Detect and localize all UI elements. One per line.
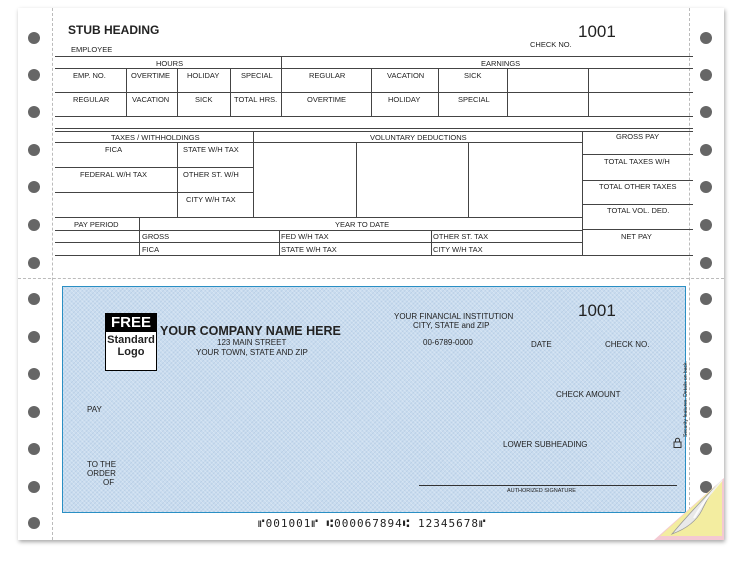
micr-line: ⑈001001⑈ ⑆000067894⑆ 12345678⑈: [258, 517, 487, 530]
feed-hole: [700, 331, 712, 343]
tax-cell: CITY W/H TAX: [186, 195, 236, 204]
bank-name: YOUR FINANCIAL INSTITUTION: [394, 312, 514, 321]
company-name: YOUR COMPANY NAME HERE: [160, 324, 341, 338]
date-label: DATE: [531, 340, 552, 349]
earnings-header: EARNINGS: [481, 59, 521, 68]
grid-line: [55, 128, 693, 129]
security-note: Security features. Details on back.: [683, 361, 689, 437]
grid-line: [55, 92, 693, 93]
total-label: GROSS PAY: [616, 132, 660, 141]
lower-subheading: LOWER SUBHEADING: [503, 440, 588, 449]
tax-cell: STATE W/H TAX: [183, 145, 239, 154]
grid-line: [55, 217, 582, 218]
ytd-cell: CITY W/H TAX: [433, 245, 483, 254]
grid-line: [139, 217, 140, 255]
hours-cell: VACATION: [132, 95, 170, 104]
continuous-payroll-check-form: [18, 8, 724, 540]
tax-cell: OTHER ST. W/H: [183, 170, 239, 179]
hours-cell: SICK: [195, 95, 213, 104]
routing-fraction: 00-6789-0000: [423, 338, 473, 347]
grid-line: [582, 154, 693, 155]
ytd-cell: STATE W/H TAX: [281, 245, 337, 254]
grid-line: [281, 56, 282, 116]
grid-line: [55, 68, 693, 69]
earnings-cell: SPECIAL: [458, 95, 490, 104]
stub-heading: STUB HEADING: [68, 23, 160, 37]
feed-hole: [28, 406, 40, 418]
grid-line: [468, 142, 469, 217]
hours-cell: HOLIDAY: [187, 71, 220, 80]
logo-free-text: FREE: [106, 314, 156, 332]
taxes-header: TAXES / WITHHOLDINGS: [111, 133, 200, 142]
grid-line: [582, 180, 693, 181]
earnings-cell: HOLIDAY: [388, 95, 421, 104]
feed-hole: [28, 331, 40, 343]
company-address-line: YOUR TOWN, STATE AND ZIP: [196, 348, 308, 357]
carbonless-copy-corner: [644, 470, 724, 540]
grid-line: [588, 68, 589, 116]
total-label: TOTAL TAXES W/H: [604, 157, 670, 166]
earnings-cell: REGULAR: [309, 71, 346, 80]
check-number: 1001: [578, 301, 616, 320]
grid-line: [55, 167, 253, 168]
grid-line: [582, 229, 693, 230]
lock-icon: [673, 437, 682, 448]
ytd-cell: OTHER ST. TAX: [433, 232, 489, 241]
grid-line: [582, 204, 693, 205]
hours-cell: SPECIAL: [241, 71, 273, 80]
feed-hole: [28, 443, 40, 455]
logo-line: Logo: [117, 346, 145, 358]
voluntary-deductions-header: VOLUNTARY DEDUCTIONS: [370, 133, 467, 142]
grid-line: [55, 131, 693, 132]
tax-cell: FEDERAL W/H TAX: [80, 170, 147, 179]
grid-line: [230, 68, 231, 116]
company-logo: [105, 313, 157, 371]
pay-stub: [18, 8, 724, 278]
grid-line: [55, 242, 582, 243]
perforation-line: [18, 278, 724, 279]
ytd-cell: FICA: [142, 245, 160, 254]
logo-line: Standard: [107, 334, 155, 346]
grid-line: [177, 142, 178, 217]
grid-line: [55, 142, 582, 143]
grid-line: [55, 56, 693, 57]
grid-line: [55, 116, 693, 117]
ytd-cell: GROSS: [142, 232, 170, 241]
to-the-order-of-label: ORDER: [87, 469, 116, 478]
signature-line: [419, 485, 677, 486]
total-label: TOTAL OTHER TAXES: [599, 182, 677, 191]
year-to-date-label: YEAR TO DATE: [335, 220, 390, 229]
authorized-signature-label: AUTHORIZED SIGNATURE: [507, 488, 576, 494]
feed-hole: [28, 368, 40, 380]
total-label: TOTAL VOL. DED.: [607, 206, 670, 215]
to-the-order-of-label: TO THE: [87, 460, 117, 469]
stub-check-no-label: CHECK NO.: [530, 40, 572, 49]
grid-line: [507, 68, 508, 116]
grid-line: [55, 255, 693, 256]
check-body: [62, 286, 689, 513]
hours-header: HOURS: [156, 59, 184, 68]
stub-check-number: 1001: [578, 22, 616, 41]
feed-hole: [700, 368, 712, 380]
check-amount-label: CHECK AMOUNT: [556, 390, 621, 399]
pay-label: PAY: [87, 405, 102, 414]
earnings-cell: SICK: [464, 71, 482, 80]
feed-hole: [28, 517, 40, 529]
ytd-cell: FED W/H TAX: [281, 232, 329, 241]
total-label: NET PAY: [621, 232, 652, 241]
hours-cell: OVERTIME: [131, 71, 171, 80]
logo-standard-text: [106, 334, 156, 358]
check-no-label: CHECK NO.: [605, 340, 650, 349]
grid-line: [55, 230, 582, 231]
grid-line: [438, 68, 439, 116]
grid-line: [177, 68, 178, 116]
hours-cell: TOTAL HRS.: [234, 95, 278, 104]
tax-cell: FICA: [105, 145, 123, 154]
grid-line: [582, 131, 583, 255]
employee-label: EMPLOYEE: [71, 45, 113, 54]
feed-hole: [28, 481, 40, 493]
grid-line: [253, 131, 254, 217]
bank-city: CITY, STATE and ZIP: [413, 321, 490, 330]
hours-cell: EMP. NO.: [73, 71, 106, 80]
grid-line: [356, 142, 357, 217]
earnings-cell: VACATION: [387, 71, 425, 80]
company-address-line: 123 MAIN STREET: [217, 338, 287, 347]
feed-hole: [28, 293, 40, 305]
hours-cell: REGULAR: [73, 95, 110, 104]
feed-hole: [700, 406, 712, 418]
grid-line: [431, 230, 432, 255]
grid-line: [371, 68, 372, 116]
pay-period-label: PAY PERIOD: [74, 220, 119, 229]
grid-line: [55, 192, 253, 193]
to-the-order-of-label: OF: [103, 478, 115, 487]
feed-hole: [700, 443, 712, 455]
grid-line: [126, 68, 127, 116]
grid-line: [279, 230, 280, 255]
feed-hole: [700, 293, 712, 305]
earnings-cell: OVERTIME: [307, 95, 347, 104]
